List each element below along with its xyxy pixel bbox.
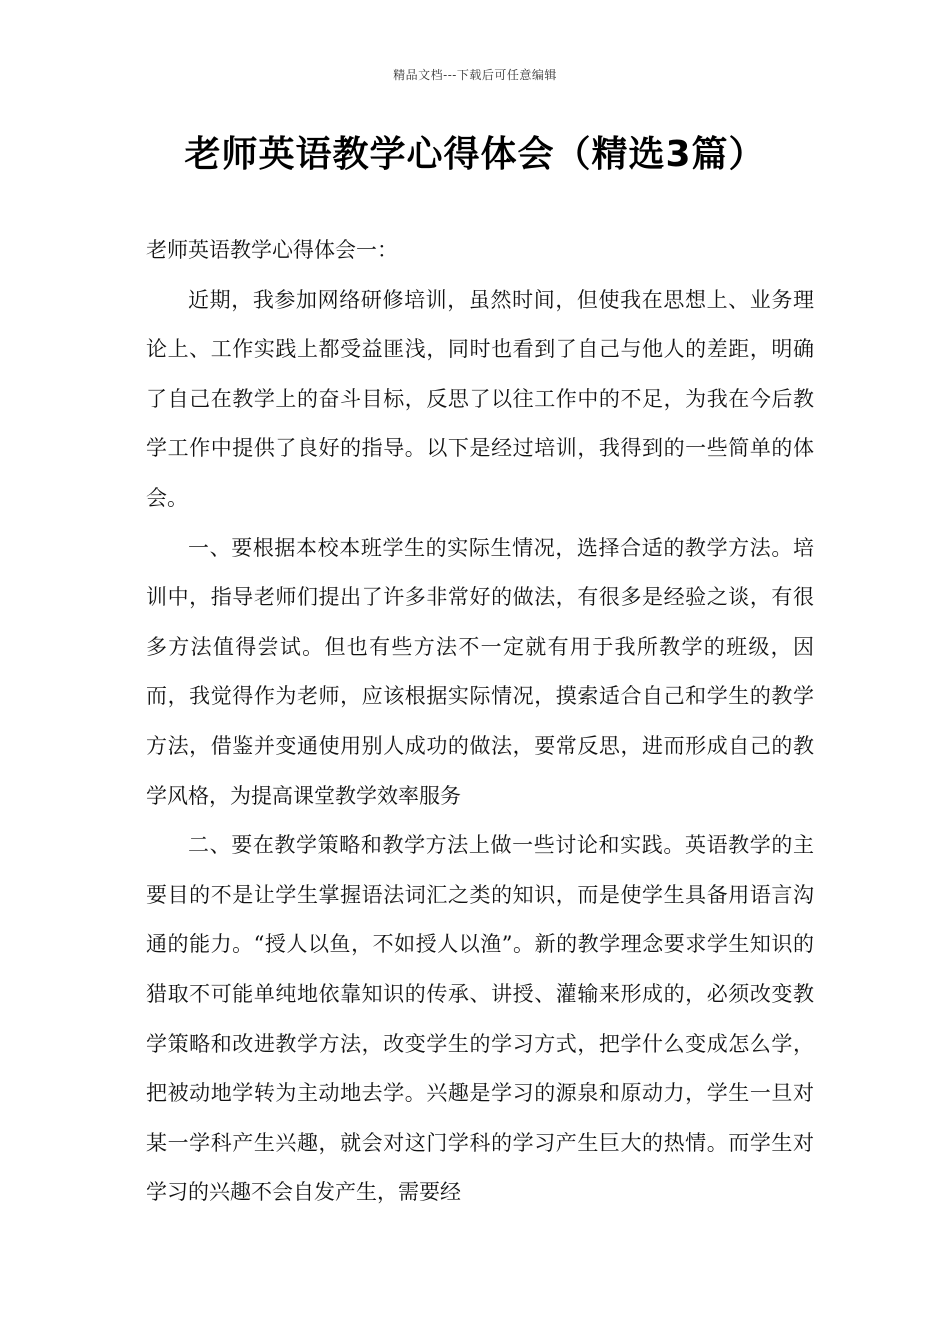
paragraph-point-two: 二、要在教学策略和教学方法上做一些讨论和实践。英语教学的主要目的不是让学生掌握语法词汇之类的知识，而是使学生具备用语言沟通的能力。“授人以鱼，不如授人以渔”。新的教学理念要求学生知识的猎取不可能单纯地依靠知识的传承、讲授、灌输来形成的，必须改变教学策略和改进教学方法，改变学生的学习方式，把学什么变成怎么学，把被动地学转为主动地去学。兴趣是学习的源泉和原动力，学生一旦对某一学科产生兴趣，就会对这门学科的学习产生巨大的热情。而学生对学习的兴趣不会自发产生，需要经 <box>146 833 814 1205</box>
document-body <box>146 226 814 1218</box>
header-note: 精品文档---下载后可任意编辑 <box>393 68 557 82</box>
paragraph-point-one: 一、要根据本校本班学生的实际生情况，选择合适的教学方法。培训中，指导老师们提出了许多非常好的做法，有很多是经验之谈，有很多方法值得尝试。但也有些方法不一定就有用于我所教学的班级，因而，我觉得作为老师，应该根据实际情况，摸索适合自己和学生的教学方法，借鉴并变通使用别人成功的做法，要常反思，进而形成自己的教学风格，为提高课堂教学效率服务 <box>146 535 814 808</box>
document-title: 老师英语教学心得体会（精选3篇） <box>184 134 766 175</box>
paragraph-intro: 近期，我参加网络研修培训，虽然时间，但使我在思想上、业务理论上、工作实践上都受益匪浅，同时也看到了自己与他人的差距，明确了自己在教学上的奋斗目标，反思了以往工作中的不足，为我在今后教学工作中提供了良好的指导。以下是经过培训，我得到的一些简单的体会。 <box>146 287 814 510</box>
section-heading: 老师英语教学心得体会一： <box>146 238 398 262</box>
